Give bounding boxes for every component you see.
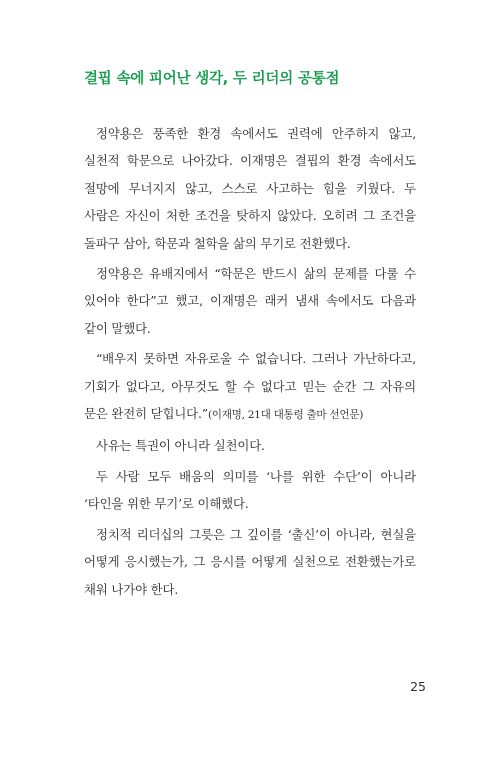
- quote-source: (이재명, 21대 대통령 출마 선언문): [207, 409, 364, 422]
- page-number: 25: [410, 679, 426, 694]
- quote-text: “배우지 못하면 자유로울 수 없습니다. 그러나 가난하다고, 기회가 없다고, 아무것도 할 수 없다고 믿는 순간 그 자유의 문은 완전히 닫힙니다.”: [84, 351, 416, 422]
- section-heading: 결핍 속에 피어난 생각, 두 리더의 공통점: [84, 71, 340, 87]
- paragraph-1: 정약용은 풍족한 환경 속에서도 권력에 안주하지 않고, 실천적 학문으로 나아갔다. 이재명은 결핍의 환경 속에서도 절망에 무너지지 않고, 스스로 사고하는 힘을 키웠다. 두 사람은 자신이 처한 조건을 탓하지 않았다. 오히려 그 조건을 돌파구 삼아, 학문과 철학을 삶의 무기로 전환했다.: [84, 126, 416, 251]
- paragraph-3-quote: [84, 345, 416, 429]
- paragraph-2: 정약용은 유배지에서 “학문은 반드시 삶의 문제를 다룰 수 있어야 한다”고 했고, 이재명은 래커 냄새 속에서도 다음과 같이 말했다.: [84, 266, 416, 336]
- paragraph-4: 사유는 특권이 아니라 실천이다.: [96, 438, 265, 454]
- paragraph-5: 두 사람 모두 배움의 의미를 ‘나를 위한 수단’이 아니라 ‘타인을 위한 무기’로 이해했다.: [84, 468, 416, 512]
- body-text: [84, 120, 416, 603]
- paragraph-6: 정치적 리더십의 그릇은 그 깊이를 ‘출신’이 아니라, 현실을 어떻게 응시했는가, 그 응시를 어떻게 실천으로 전환했는가로 채워 나가야 한다.: [84, 526, 416, 597]
